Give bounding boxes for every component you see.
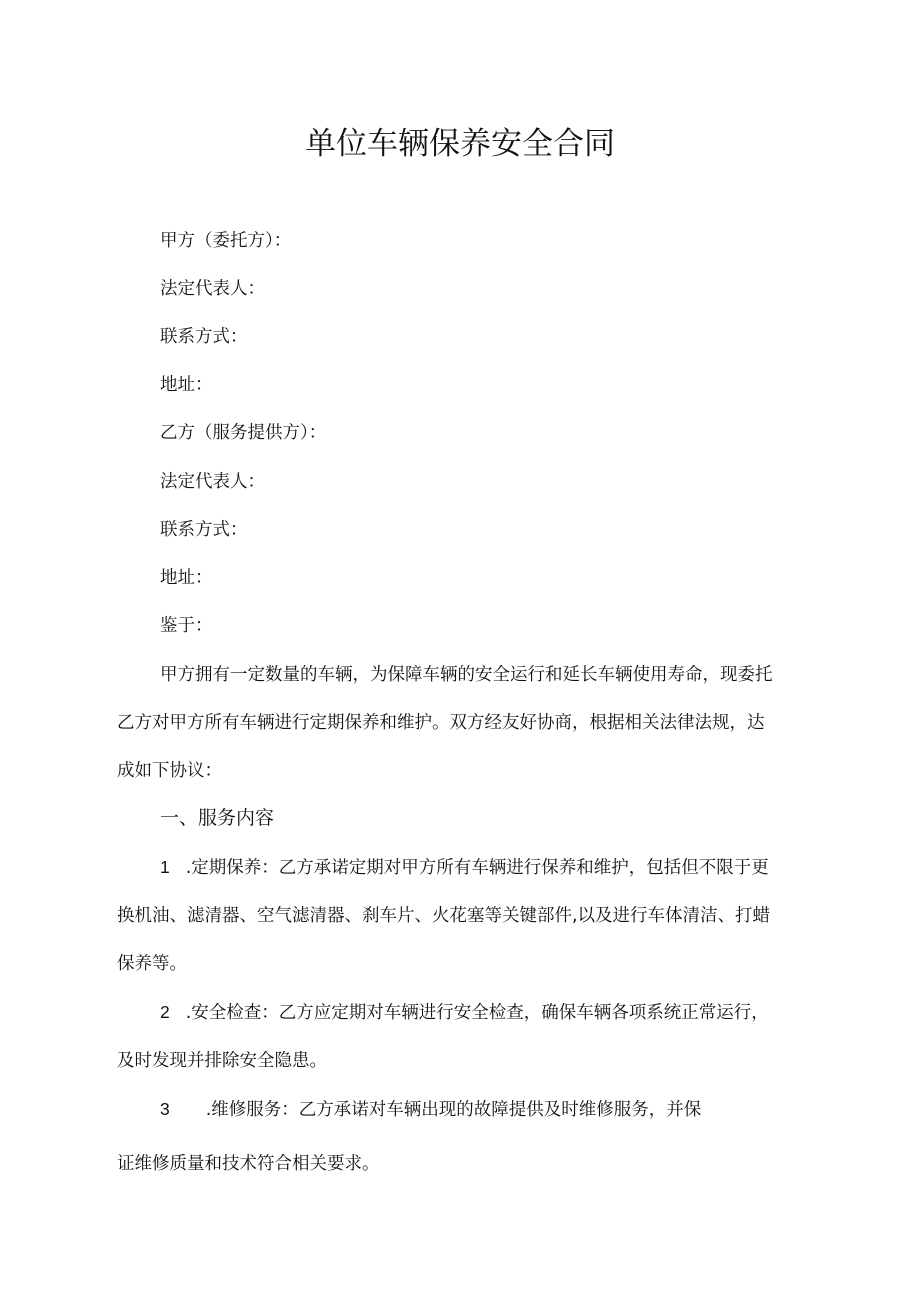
item-3-line-1 xyxy=(160,1097,701,1122)
party-a-rep: 法定代表人： xyxy=(160,279,265,299)
item-1-line-2: 换机油、滤清器、空气滤清器、刹车片、火花塞等关键部件,以及进行车体清洁、打蜡 xyxy=(117,906,771,926)
item-2-line-2: 及时发现并排除安全隐患。 xyxy=(117,1051,327,1071)
section-1-heading: 一、服务内容 xyxy=(160,808,275,829)
item-3-number: 3 xyxy=(160,1099,170,1119)
item-2-text: .安全检查：乙方应定期对车辆进行安全检查，确保车辆各项系统正常运行， xyxy=(185,1003,769,1023)
party-a-label: 甲方（委托方）： xyxy=(160,231,292,251)
item-1-line-3: 保养等。 xyxy=(117,954,187,974)
preamble-line-2: 乙方对甲方所有车辆进行定期保养和维护。双方经友好协商，根据相关法律法规，达 xyxy=(117,713,765,733)
item-1-line-1 xyxy=(160,855,769,880)
item-1-text: .定期保养：乙方承诺定期对甲方所有车辆进行保养和维护，包括但不限于更 xyxy=(185,858,769,878)
document-title: 单位车辆保养安全合同 xyxy=(305,126,615,162)
party-a-contact: 联系方式： xyxy=(160,327,248,347)
party-b-contact: 联系方式： xyxy=(160,520,248,540)
item-3-text: .维修服务：乙方承诺对车辆出现的故障提供及时维修服务，并保 xyxy=(205,1100,702,1120)
preamble-line-1: 甲方拥有一定数量的车辆，为保障车辆的安全运行和延长车辆使用寿命，现委托 xyxy=(160,665,773,685)
party-b-label: 乙方（服务提供方）： xyxy=(160,423,327,443)
item-2-line-1 xyxy=(160,1000,769,1025)
whereas-label: 鉴于： xyxy=(160,616,213,636)
party-b-address: 地址： xyxy=(160,568,213,588)
party-b-rep: 法定代表人： xyxy=(160,472,265,492)
item-1-number: 1 xyxy=(160,857,170,877)
item-2-number: 2 xyxy=(160,1002,170,1022)
item-3-line-2: 证维修质量和技术符合相关要求。 xyxy=(117,1154,380,1174)
party-a-address: 地址： xyxy=(160,375,213,395)
preamble-line-3: 成如下协议： xyxy=(117,761,222,781)
